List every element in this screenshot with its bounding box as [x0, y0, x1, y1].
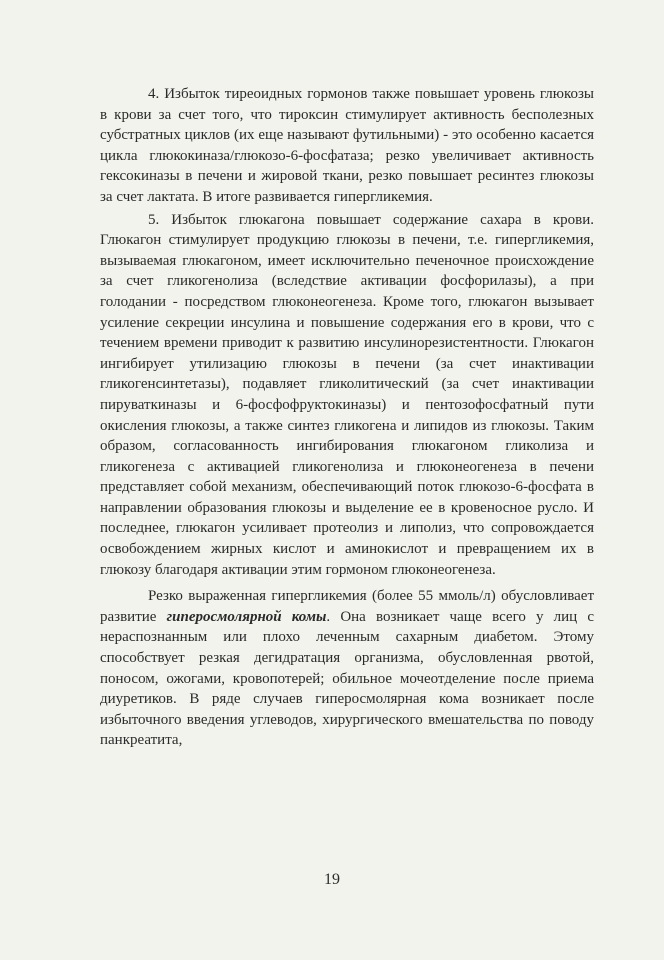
body-text: [100, 84, 594, 753]
paragraph-thyroid-hormones: 4. Избыток тиреоидных гормонов также повышает уровень глюкозы в крови за счет того, что тироксин стимулирует активность бесполезных субстратных циклов (их еще называют футильными) - это особенно касается цикла глюкокиназа/глюкозо-6-фосфатаза; резко увеличивает активность гексокиназы в печени и жировой ткани, резко повышает ресинтез глюкозы за счет лактата. В итоге развивается гипергликемия.: [100, 86, 594, 205]
page-number: 19: [324, 871, 340, 888]
paragraph-glucagon: 5. Избыток глюкагона повышает содержание сахара в крови. Глюкагон стимулирует продукцию глюкозы в печени, т.е. гипергликемия, вызываемая глюкагоном, имеет исключительно печеночное происхождение за счет гликогенолиза (вследствие активации фосфорилазы), а при голодании - посредством глюконеогенеза. Кроме того, глюкагон вызывает усиление секреции инсулина и повышение содержания его в крови, что с течением времени приводит к развитию инсулинорезистентности. Глюкагон ингибирует утилизацию глюкозы в печени (за счет инактивации гликогенсинтетазы), подавляет гликолитический (за счет инактивации пируваткиназы и 6-фосфофруктокиназы) и пентозофосфатный пути окисления глюкозы, а также синтез гликогена и липидов из глюкозы. Таким образом, согласованность ингибирования глюкагоном гликолиза и гликогенеза с активацией гликогенолиза и глюконеогенеза в печени представляет собой механизм, обеспечивающий поток глюкозо-6-фосфата в направлении образования глюкозы и выделение ее в кровеносное русло. И последнее, глюкагон усиливает протеолиз и липолиз, что сопровождается освобождением жирных кислот и аминокислот и превращением их в глюкозу благодаря активации этим гормоном глюконеогенеза.: [100, 211, 594, 578]
emphasized-term: гиперосмолярной комы: [166, 608, 327, 625]
paragraph-hyperosmolar-coma: [100, 586, 594, 751]
paragraph-text-end: . Она возникает чаще всего у лиц с нераспознанным или плохо леченным сахарным диабетом. Этому способствует резкая дегидратация организма, обусловленная рвотой, поносом, ожогами, кровопотерей; обильное мочеотделение после приема диуретиков. В ряде случаев гиперосмолярная кома возникает после избыточного введения углеводов, хирургического вмешательства по поводу панкреатита,: [100, 608, 594, 749]
paragraph-text-start: Резко выраженная гипергликемия (более 55 ммоль/л) обусловливает развитие: [100, 588, 594, 625]
